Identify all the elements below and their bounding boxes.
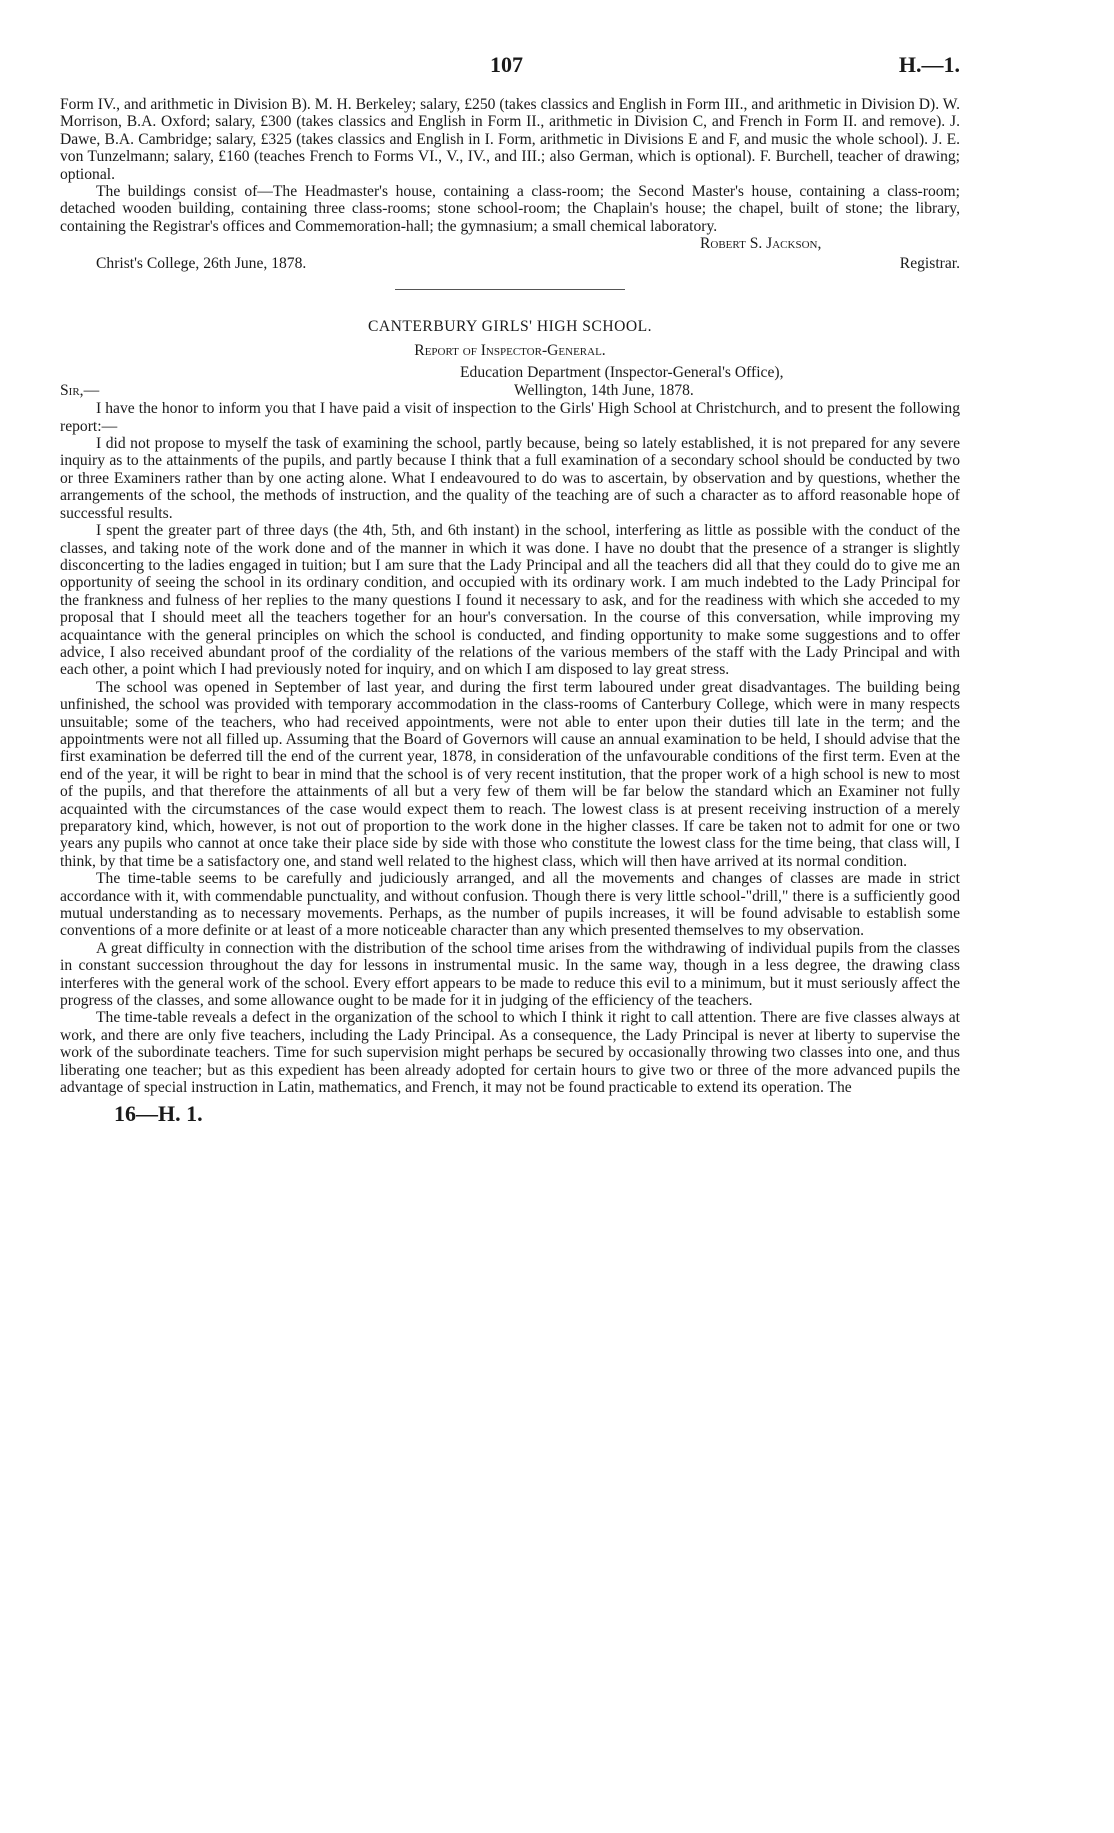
report-paragraph-5: The time-table seems to be carefully and judiciously arranged, and all the movements and changes of classes are made in strict accordance with it, with commendable punctuality, and without confusion. Though there is very little school-"drill," there is a sufficiently good mutual understanding as to necessary movements. Perhaps, as the number of pupils increases, it will be found advisable to establish some conventions of a more definite or at least of a more noticeable character than any which presented themselves to my observation. xyxy=(60,870,960,940)
report-date: Wellington, 14th June, 1878. xyxy=(514,382,694,400)
report-paragraph-1: I have the honor to inform you that I have paid a visit of inspection to the Girls' High School at Christchurch, and to present the following report:— xyxy=(60,400,960,435)
document-reference: H.—1. xyxy=(898,52,960,77)
signature-place-date: Christ's College, 26th June, 1878. xyxy=(96,255,307,273)
salutation-row xyxy=(60,382,960,400)
page-header xyxy=(60,52,960,96)
report-subtitle: Report of Inspector-General. xyxy=(414,342,606,360)
report-paragraph-3: I spent the greater part of three days (the 4th, 5th, and 6th instant) in the school, interfering as little as possible with the conduct of the classes, and taking note of the work done and of the manner in which it was done. I have no doubt that the presence of a stranger is slightly disconcerting to the ladies engaged in tuition; but I am sure that the Lady Principal and all the teachers did all that they could do to give me an opportunity of seeing the school in its ordinary condition, and occupied with its ordinary work. I am much indebted to the Lady Principal for the frankness and fulness of her replies to the many questions I found it necessary to ask, and for the readiness with which she acceded to my proposal that I should meet all the teachers together for an hour's conversation. In the course of this conversation, while improving my acquaintance with the general principles on which the school is conducted, and finding opportunity to make some suggestions and to offer advice, I also received abundant proof of the cordiality of the relations of the various members of the staff with the Lady Principal and with each other, a point which I had previously noted for inquiry, and on which I am disposed to lay great stress. xyxy=(60,522,960,679)
section-divider xyxy=(395,289,625,290)
report-paragraph-6: A great difficulty in connection with the distribution of the school time arises from the withdrawing of individual pupils from the classes in constant succession throughout the day for lessons in instrumental music. In the same way, though in a less degree, the drawing class interferes with the general work of the school. Every effort appears to be made to reduce this evil to a minimum, but it must seriously affect the progress of the classes, and some allowance ought to be made for it in judging of the efficiency of the teachers. xyxy=(60,939,960,1010)
sender-address: Education Department (Inspector-General's Office), xyxy=(460,364,784,382)
buildings-paragraph: The buildings consist of—The Headmaster's house, containing a class-room; the Second Master's house, containing a class-room; detached wooden building, containing three class-rooms; stone school-room; the Chaplain's house; the chapel, built of stone; the library, containing the Registrar's offices and Commemoration-hall; the gymnasium; a small chemical laboratory. xyxy=(60,183,960,235)
signatory-title: Registrar. xyxy=(899,255,960,273)
page-number: 107 xyxy=(490,52,523,77)
report-title: CANTERBURY GIRLS' HIGH SCHOOL. xyxy=(367,318,653,336)
staff-paragraph: Form IV., and arithmetic in Division B). M. H. Berkeley; salary, £250 (takes classics and English in Form III., and arithmetic in Division D). W. Morrison, B.A. Oxford; salary, £300 (takes classics and English in Form II., arithmetic in Division C, and French in Form II. and remove). J. Dawe, B.A. Cambridge; salary, £325 (takes classics and English in I. Form, arithmetic in Divisions E and F, and music the whole school). J. E. von Tunzelmann; salary, £160 (teaches French to Forms VI., V., IV., and III.; also German, which is optional). F. Burchell, teacher of drawing; optional. xyxy=(60,96,960,183)
report-paragraph-2: I did not propose to myself the task of examining the school, partly because, being so lately established, it is not prepared for any severe inquiry as to the attainments of the pupils, and partly because I think that a full examination of a secondary school should be conducted by two or three Examiners rather than by one acting alone. What I endeavoured to do was to ascertain, by observation and by questions, whether the arrangements of the school, the methods of instruction, and the quality of the teaching are of such a character as to afford reasonable hope of successful results. xyxy=(60,435,960,522)
salutation: Sir,— xyxy=(60,382,100,400)
signatory-name: Robert S. Jackson, xyxy=(700,235,822,253)
printer-signature-mark: 16—H. 1. xyxy=(114,1100,203,1126)
signature-place-row xyxy=(60,255,960,275)
report-paragraph-4: The school was opened in September of last year, and during the first term laboured under great disadvantages. The building being unfinished, the school was provided with temporary accommodation in the class-rooms of Canterbury College, which were in many respects unsuitable; some of the teachers, who had received appointments, were not able to enter upon their duties till late in the term; and the appointments were not all filled up. Assuming that the Board of Governors will cause an annual examination to be held, I should advise that the first examination be deferred till the end of the current year, 1878, in consideration of the unfavourable conditions of the first term. Even at the end of the year, it will be right to bear in mind that the school is of very recent institution, that the proper work of a high school is new to most of the pupils, and that therefore the attainments of all but a very few of them will be far below the standard which an Examiner not fully acquainted with the circumstances of the case would expect them to reach. The lowest class is at present receiving instruction of a merely preparatory kind, which, however, is not out of proportion to the work done in the higher classes. If care be taken not to admit for one or two years any pupils who cannot at once take their place side by side with those who constitute the lowest class for the time being, that class will, I think, by that time be a satisfactory one, and stand well related to the highest class, which will then have arrived at its normal condition. xyxy=(60,678,960,870)
report-paragraph-7: The time-table reveals a defect in the organization of the school to which I think it right to call attention. There are five classes always at work, and there are only five teachers, including the Lady Principal. As a consequence, the Lady Principal is never at liberty to supervise the work of the subordinate teachers. Time for such supervision might perhaps be secured by occasionally throwing two classes into one, and thus liberating one teacher; but as this expedient has been already adopted for certain hours to give two or three of the more advanced pupils the advantage of special instruction in Latin, mathematics, and French, it may not be found practicable to extend its operation. The xyxy=(60,1009,960,1097)
signature-name-row xyxy=(60,235,960,255)
document-page xyxy=(60,52,960,1127)
